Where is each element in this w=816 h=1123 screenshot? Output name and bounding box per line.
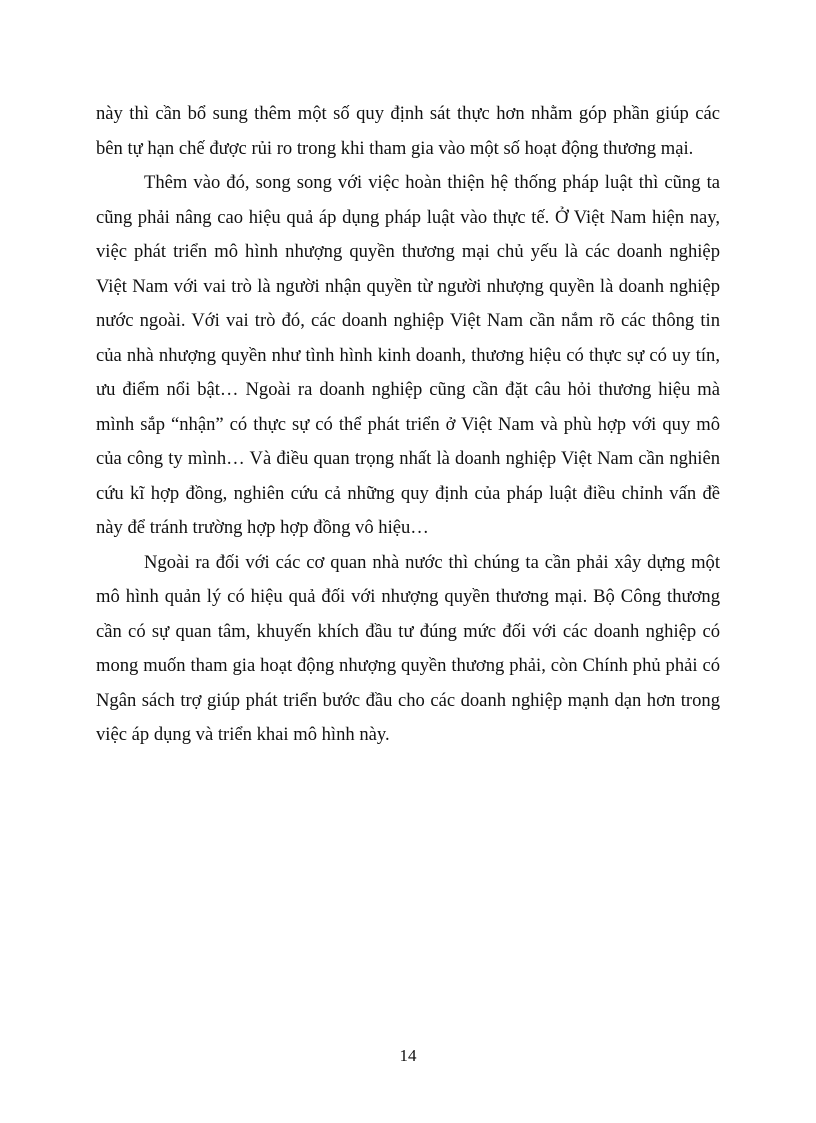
text-line: Ngân sách trợ giúp phát triển bước đầu cho các doanh nghiệp mạnh dạn hơn trong: [96, 689, 720, 711]
text-line: mong muốn tham gia hoạt động nhượng quyền thương phải, còn Chính phủ phải có: [96, 655, 720, 676]
text-line: mình sắp “nhận” có thực sự có thể phát triển ở Việt Nam và phù hợp với quy mô: [96, 413, 720, 435]
text-line: này để tránh trường hợp hợp đồng vô hiệu…: [96, 517, 429, 538]
document-body: [96, 97, 720, 753]
text-line: mô hình quản lý có hiệu quả đối với nhượng quyền thương mại. Bộ Công thương: [96, 586, 720, 607]
text-line: Việt Nam với vai trò là người nhận quyền từ người nhượng quyền là doanh nghiệp: [96, 275, 720, 297]
paragraph-2: [96, 166, 720, 546]
text-line: này thì cần bổ sung thêm một số quy định sát thực hơn nhằm góp phần giúp các: [96, 103, 720, 124]
text-line: ưu điểm nổi bật… Ngoài ra doanh nghiệp cũng cần đặt câu hỏi thương hiệu mà: [96, 379, 720, 400]
text-line: cũng phải nâng cao hiệu quả áp dụng pháp luật vào thực tế. Ở Việt Nam hiện nay,: [96, 206, 720, 228]
paragraph-3: [96, 546, 720, 753]
text-line: của công ty mình… Và điều quan trọng nhất là doanh nghiệp Việt Nam cần nghiên: [96, 448, 720, 469]
text-line: nước ngoài. Với vai trò đó, các doanh nghiệp Việt Nam cần nắm rõ các thông tin: [96, 310, 720, 331]
paragraph-1: [96, 97, 720, 166]
page-number: 14: [399, 1046, 417, 1065]
text-line: cần có sự quan tâm, khuyến khích đầu tư đúng mức đối với các doanh nghiệp có: [96, 620, 720, 642]
text-line: bên tự hạn chế được rủi ro trong khi tham gia vào một số hoạt động thương mại.: [96, 137, 694, 159]
text-line: việc áp dụng và triển khai mô hình này.: [96, 724, 390, 745]
text-line: việc phát triển mô hình nhượng quyền thương mại chủ yếu là các doanh nghiệp: [96, 241, 720, 262]
text-line: Ngoài ra đối với các cơ quan nhà nước thì chúng ta cần phải xây dựng một: [144, 551, 720, 573]
text-line: Thêm vào đó, song song với việc hoàn thiện hệ thống pháp luật thì cũng ta: [144, 172, 720, 193]
text-line: cứu kĩ hợp đồng, nghiên cứu cả những quy định của pháp luật điều chỉnh vấn đề: [96, 482, 720, 504]
text-line: của nhà nhượng quyền như tình hình kinh doanh, thương hiệu có thực sự có uy tín,: [96, 344, 720, 366]
